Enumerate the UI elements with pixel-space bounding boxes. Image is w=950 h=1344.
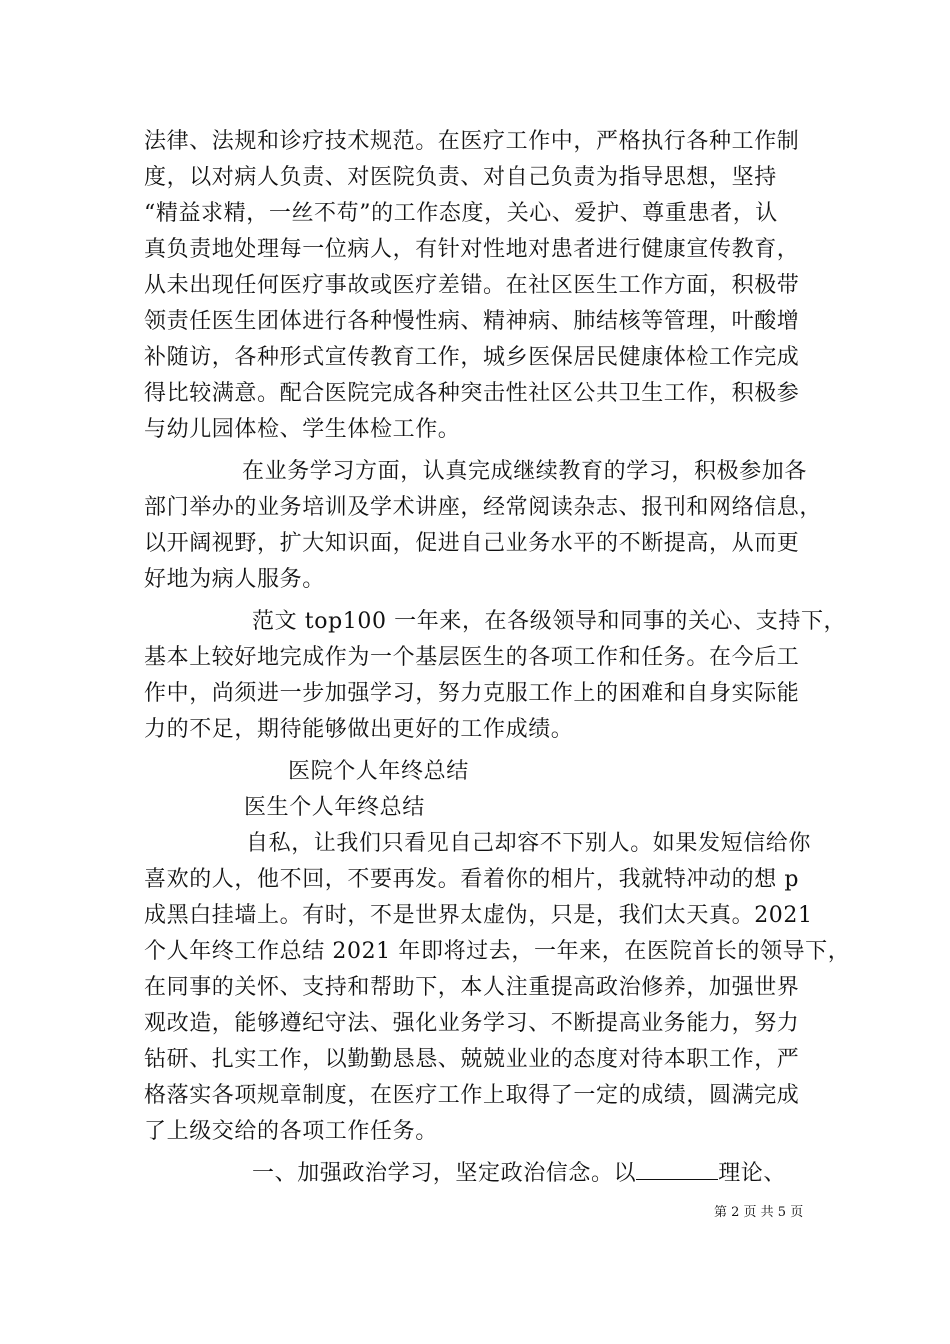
text-line: 补随访，各种形式宣传教育工作，城乡医保居民健康体检工作完成 bbox=[144, 345, 800, 370]
text-line: 范文 top100 一年来，在各级领导和同事的关心、支持下， bbox=[252, 609, 847, 634]
text-line: 得比较满意。配合医院完成各种突击性社区公共卫生工作，积极参 bbox=[144, 381, 800, 406]
text-line: 个人年终工作总结 2021 年即将过去，一年来，在医院首长的领导下， bbox=[144, 939, 851, 964]
text-line: 与幼儿园体检、学生体检工作。 bbox=[144, 417, 461, 442]
section-title: 医院个人年终总结 bbox=[288, 759, 469, 784]
text-line: 从未出现任何医疗事故或医疗差错。在社区医生工作方面，积极带 bbox=[144, 273, 800, 298]
text-line: 在同事的关怀、支持和帮助下，本人注重提高政治修养，加强世界 bbox=[144, 975, 800, 1000]
text-segment: 一、加强政治学习，坚定政治信念。以 bbox=[252, 1161, 637, 1186]
text-line: 法律、法规和诊疗技术规范。在医疗工作中，严格执行各种工作制 bbox=[144, 129, 800, 154]
text-line: 度，以对病人负责、对医院负责、对自己负责为指导思想，坚持 bbox=[144, 165, 777, 190]
page-number: 第 2 页 共 5 页 bbox=[714, 1205, 804, 1220]
text-line: 部门举办的业务培训及学术讲座，经常阅读杂志、报刊和网络信息， bbox=[144, 495, 823, 520]
text-line: 格落实各项规章制度，在医疗工作上取得了一定的成绩，圆满完成 bbox=[144, 1083, 800, 1108]
text-line: 喜欢的人，他不回，不要再发。看着你的相片，我就特冲动的想 p bbox=[144, 867, 800, 892]
text-line: 成黑白挂墙上。有时，不是世界太虚伪，只是，我们太天真。2021 bbox=[144, 903, 813, 928]
text-line-with-blank bbox=[252, 1156, 786, 1192]
text-line: 真负责地处理每一位病人，有针对性地对患者进行健康宣传教育， bbox=[144, 237, 800, 262]
section-title: 医生个人年终总结 bbox=[244, 795, 425, 820]
text-line: 基本上较好地完成作为一个基层医生的各项工作和任务。在今后工 bbox=[144, 645, 800, 670]
text-line: “精益求精，一丝不苟”的工作态度，关心、爱护、尊重患者，认 bbox=[144, 201, 778, 226]
text-line: 在业务学习方面，认真完成继续教育的学习，积极参加各 bbox=[242, 459, 808, 484]
fill-in-blank bbox=[636, 1161, 718, 1180]
text-line: 作中，尚须进一步加强学习，努力克服工作上的困难和自身实际能 bbox=[144, 681, 800, 706]
text-line: 自私，让我们只看见自己却容不下别人。如果发短信给你 bbox=[246, 831, 812, 856]
text-segment: 理论、 bbox=[718, 1161, 787, 1186]
text-line: 领责任医生团体进行各种慢性病、精神病、肺结核等管理，叶酸增 bbox=[144, 309, 800, 334]
text-line: 以开阔视野，扩大知识面，促进自己业务水平的不断提高，从而更 bbox=[144, 531, 800, 556]
text-line: 了上级交给的各项工作任务。 bbox=[144, 1119, 438, 1144]
text-line: 好地为病人服务。 bbox=[144, 567, 325, 592]
text-line: 钻研、扎实工作，以勤勤恳恳、兢兢业业的态度对待本职工作，严 bbox=[144, 1047, 800, 1072]
text-line: 观改造，能够遵纪守法、强化业务学习、不断提高业务能力，努力 bbox=[144, 1011, 800, 1036]
text-line: 力的不足，期待能够做出更好的工作成绩。 bbox=[144, 717, 574, 742]
